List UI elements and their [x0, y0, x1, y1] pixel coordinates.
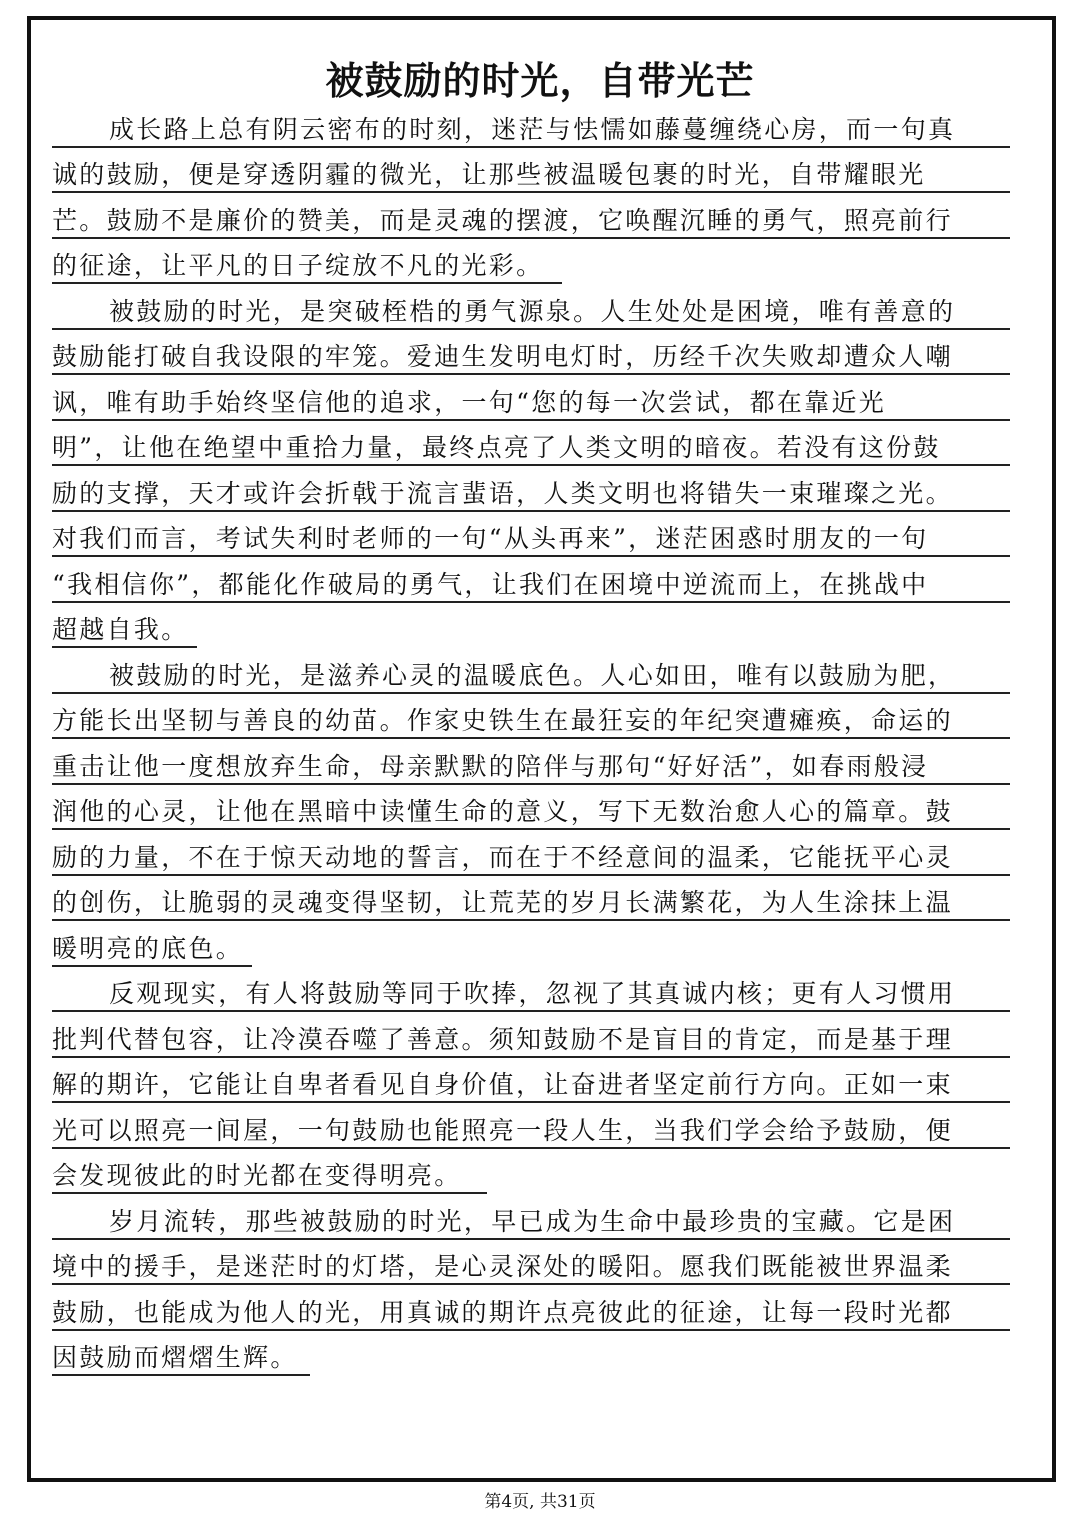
- essay-line: 岁月流转，那些被鼓励的时光，早已成为生命中最珍贵的宝藏。它是困: [52, 1197, 1012, 1243]
- essay-line: 批判代替包容，让冷漠吞噬了善意。须知鼓励不是盲目的肯定，而是基于理: [52, 1015, 1012, 1061]
- essay-line: 暖明亮的底色。: [52, 924, 1012, 970]
- essay-line: 光可以照亮一间屋，一句鼓励也能照亮一段人生，当我们学会给予鼓励，便: [52, 1106, 1012, 1152]
- essay-line: 重击让他一度想放弃生命，母亲默默的陪伴与那句“好好活”，如春雨般浸: [52, 742, 1012, 788]
- essay-line: 讽，唯有助手始终坚信他的追求，一句“您的每一次尝试，都在靠近光: [52, 378, 1012, 424]
- essay-line: 鼓励能打破自我设限的牢笼。爱迪生发明电灯时，历经千次失败却遭众人嘲: [52, 333, 1012, 379]
- essay-line: 励的力量，不在于惊天动地的誓言，而在于不经意间的温柔，它能抚平心灵: [52, 833, 1012, 879]
- essay-line: 鼓励，也能成为他人的光，用真诚的期许点亮彼此的征途，让每一段时光都: [52, 1288, 1012, 1334]
- essay-line: 诚的鼓励，便是穿透阴霾的微光，让那些被温暖包裹的时光，自带耀眼光: [52, 151, 1012, 197]
- essay-line: 方能长出坚韧与善良的幼苗。作家史铁生在最狂妄的年纪突遭瘫痪，命运的: [52, 697, 1012, 743]
- essay-title: 被鼓励的时光，自带光芒: [325, 58, 755, 103]
- essay-line: 明”，让他在绝望中重拾力量，最终点亮了人类文明的暗夜。若没有这份鼓: [52, 424, 1012, 470]
- essay-line: 芒。鼓励不是廉价的赞美，而是灵魂的摆渡，它唤醒沉睡的勇气，照亮前行: [52, 196, 1012, 242]
- essay-line: 励的支撑，天才或许会折戟于流言蜚语，人类文明也将错失一束璀璨之光。: [52, 469, 1012, 515]
- essay-line: 被鼓励的时光，是突破桎梏的勇气源泉。人生处处是困境，唯有善意的: [52, 287, 1012, 333]
- essay-line: 超越自我。: [52, 606, 1012, 652]
- essay-line: 境中的援手，是迷茫时的灯塔，是心灵深处的暖阳。愿我们既能被世界温柔: [52, 1243, 1012, 1289]
- page-number: 第4页, 共31页: [484, 1492, 596, 1512]
- essay-line: 的征途，让平凡的日子绽放不凡的光彩。: [52, 242, 1012, 288]
- essay-line: 的创伤，让脆弱的灵魂变得坚韧，让荒芜的岁月长满繁花，为人生涂抹上温: [52, 879, 1012, 925]
- essay-body: [52, 105, 1012, 1379]
- essay-line: 会发现彼此的时光都在变得明亮。: [52, 1152, 1012, 1198]
- essay-line: 解的期许，它能让自卑者看见自身价值，让奋进者坚定前行方向。正如一束: [52, 1061, 1012, 1107]
- essay-line: 成长路上总有阴云密布的时刻，迷茫与怯懦如藤蔓缠绕心房，而一句真: [52, 105, 1012, 151]
- essay-line: 因鼓励而熠熠生辉。: [52, 1334, 1012, 1380]
- essay-line: 被鼓励的时光，是滋养心灵的温暖底色。人心如田，唯有以鼓励为肥，: [52, 651, 1012, 697]
- essay-line: “我相信你”，都能化作破局的勇气，让我们在困境中逆流而上，在挑战中: [52, 560, 1012, 606]
- essay-line: 润他的心灵，让他在黑暗中读懂生命的意义，写下无数治愈人心的篇章。鼓: [52, 788, 1012, 834]
- essay-line: 反观现实，有人将鼓励等同于吹捧，忽视了其真诚内核；更有人习惯用: [52, 970, 1012, 1016]
- essay-line: 对我们而言，考试失利时老师的一句“从头再来”，迷茫困惑时朋友的一句: [52, 515, 1012, 561]
